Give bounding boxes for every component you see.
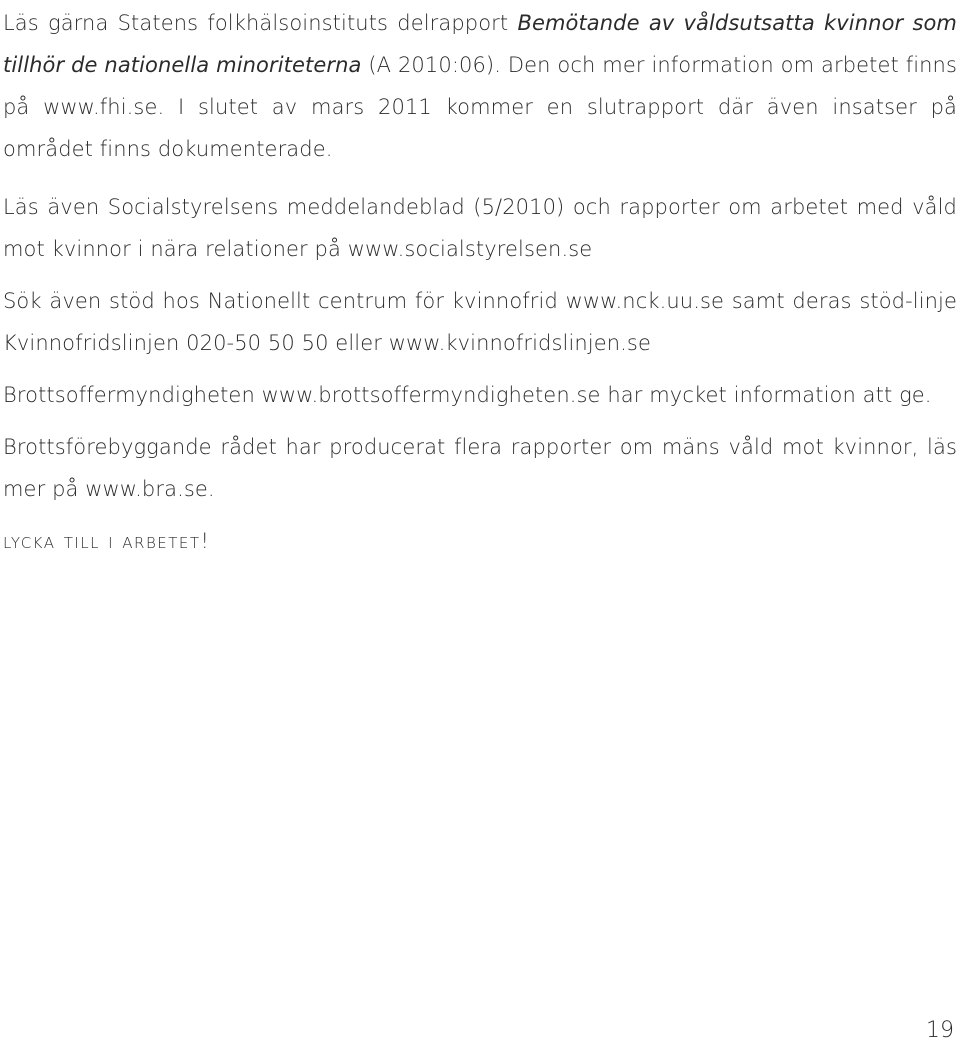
paragraph-nck: Sök även stöd hos Nationellt centrum för kvinnofrid www.nck.uu.se samt deras stöd-linje Kvinnofridslinjen 020-50 50 50 eller www.kvinnofridslinjen.se <box>3 289 957 355</box>
paragraph-fhi-report-rest: (A 2010:06). Den och mer information om arbetet finns på www.fhi.se. I slutet av mars 2011 kommer en slutrapport där även insatser på området finns dokumenterade. <box>3 53 957 161</box>
paragraph-fhi-report-intro: Läs gärna Statens folkhälsoinstituts delrapport <box>3 11 518 35</box>
closing-line: lycka till i arbetet! <box>3 529 211 553</box>
body-text <box>3 2 957 562</box>
paragraph-socialstyrelsen: Läs även Socialstyrelsens meddelandeblad (5/2010) och rapporter om arbetet med våld mot kvinnor i nära relationer på www.socialstyrelsen.se <box>3 195 957 261</box>
paragraph-brottsoffermyndigheten: Brottsoffermyndigheten www.brottsoffermyndigheten.se har mycket information att ge. <box>3 383 932 407</box>
page-number: 19 <box>926 1018 954 1043</box>
paragraph-fhi-report <box>3 2 957 170</box>
report-title: Bemötande av våldsutsatta kvinnor som tillhör de nationella minoriteterna <box>3 11 957 77</box>
paragraph-bra: Brottsförebyggande rådet har producerat flera rapporter om mäns våld mot kvinnor, läs mer på www.bra.se. <box>3 435 957 501</box>
